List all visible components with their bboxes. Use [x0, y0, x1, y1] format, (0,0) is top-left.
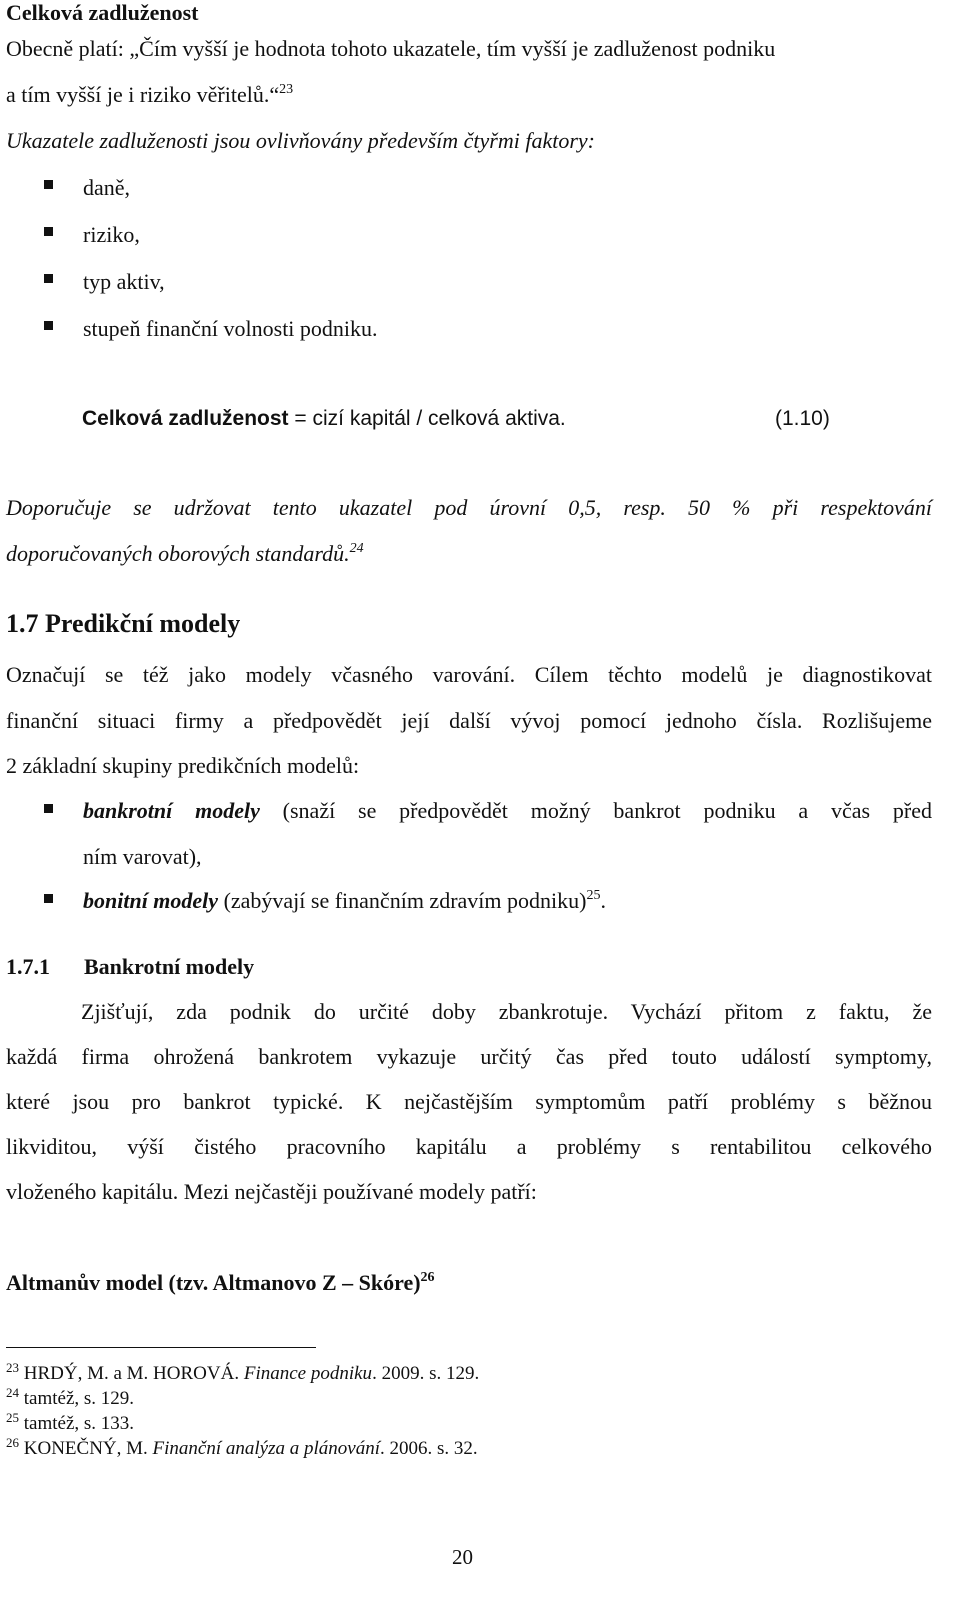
- bullet-icon: [44, 894, 53, 903]
- factor-item: daně,: [83, 175, 131, 200]
- model-item-1-cont: ním varovat),: [83, 844, 202, 869]
- bullet-icon: [44, 321, 53, 330]
- body-line: každá firma ohrožená bankrotem vykazuje určitý čas před touto událostí symptomy,: [6, 1044, 932, 1069]
- paragraph-line-3: 2 základní skupiny predikčních modelů:: [6, 753, 360, 778]
- bullet-icon: [44, 180, 53, 189]
- recommend-line-2: doporučovaných oborových standardů.$^{24}$: [6, 541, 364, 566]
- factors-intro: Ukazatele zadluženosti jsou ovlivňovány především čtyřmi faktory:: [6, 128, 595, 153]
- subsection-number: 1.7.1: [6, 954, 50, 979]
- intro-line-2: a tím vyšší je i riziko věřitelů.“$^{23}$: [6, 82, 294, 107]
- factor-item: typ aktiv,: [83, 269, 165, 294]
- page-number: 20: [452, 1545, 473, 1569]
- formula-number: (1.10): [775, 407, 830, 430]
- footnote-ref: 24: [349, 541, 364, 556]
- footnote: $^{23}$ HRDÝ, M. a M. HOROVÁ. Finance podniku. 2009. s. 129.: [6, 1360, 480, 1384]
- model-item-1: bankrotní modely (snaží se předpovědět možný bankrot podniku a včas před: [83, 798, 932, 823]
- bullet-icon: [44, 274, 53, 283]
- subsection-heading: Bankrotní modely: [84, 954, 255, 979]
- footnote-divider: [6, 1347, 316, 1348]
- bullet-icon: [44, 227, 53, 236]
- altman-heading: Altmanův model (tzv. Altmanovo Z – Skóre)$^{26}$: [6, 1270, 435, 1295]
- section-heading: Celková zadluženost: [6, 0, 199, 25]
- chapter-heading: 1.7 Predikční modely: [6, 609, 241, 638]
- recommend-line-1: Doporučuje se udržovat tento ukazatel pod úrovní 0,5, resp. 50 % při respektování: [6, 495, 932, 520]
- footnote-ref: 26: [420, 1270, 435, 1285]
- formula: Celková zadluženost = cizí kapitál / celková aktiva.: [82, 407, 566, 430]
- footnote-ref: 23: [279, 82, 294, 97]
- footnote: $^{24}$ tamtéž, s. 129.: [6, 1385, 135, 1409]
- footnote-ref: 25: [586, 888, 601, 903]
- body-line: Zjišťují, zda podnik do určité doby zbankrotuje. Vychází přitom z faktu, že: [81, 999, 932, 1024]
- body-line: likviditou, výší čistého pracovního kapitálu a problémy s rentabilitou celkového: [6, 1134, 932, 1159]
- footnote: $^{26}$ KONEČNÝ, M. Finanční analýza a plánování. 2006. s. 32.: [6, 1435, 478, 1459]
- bullet-icon: [44, 804, 53, 813]
- factor-item: stupeň finanční volnosti podniku.: [83, 316, 378, 341]
- paragraph-line-1: Označují se též jako modely včasného varování. Cílem těchto modelů je diagnostikovat: [6, 662, 932, 687]
- paragraph-line-2: finanční situaci firmy a předpovědět její další vývoj pomocí jednoho čísla. Rozlišujeme: [6, 708, 932, 733]
- body-line: vloženého kapitálu. Mezi nejčastěji používané modely patří:: [6, 1179, 537, 1204]
- footnote: $^{25}$ tamtéž, s. 133.: [6, 1410, 135, 1434]
- body-line: které jsou pro bankrot typické. K nejčastějším symptomům patří problémy s běžnou: [6, 1089, 932, 1114]
- factor-item: riziko,: [83, 222, 140, 247]
- model-item-2: bonitní modely (zabývají se finančním zdravím podniku)$^{25}$.: [83, 888, 606, 913]
- intro-line-1: Obecně platí: „Čím vyšší je hodnota tohoto ukazatele, tím vyšší je zadluženost podniku: [6, 36, 776, 61]
